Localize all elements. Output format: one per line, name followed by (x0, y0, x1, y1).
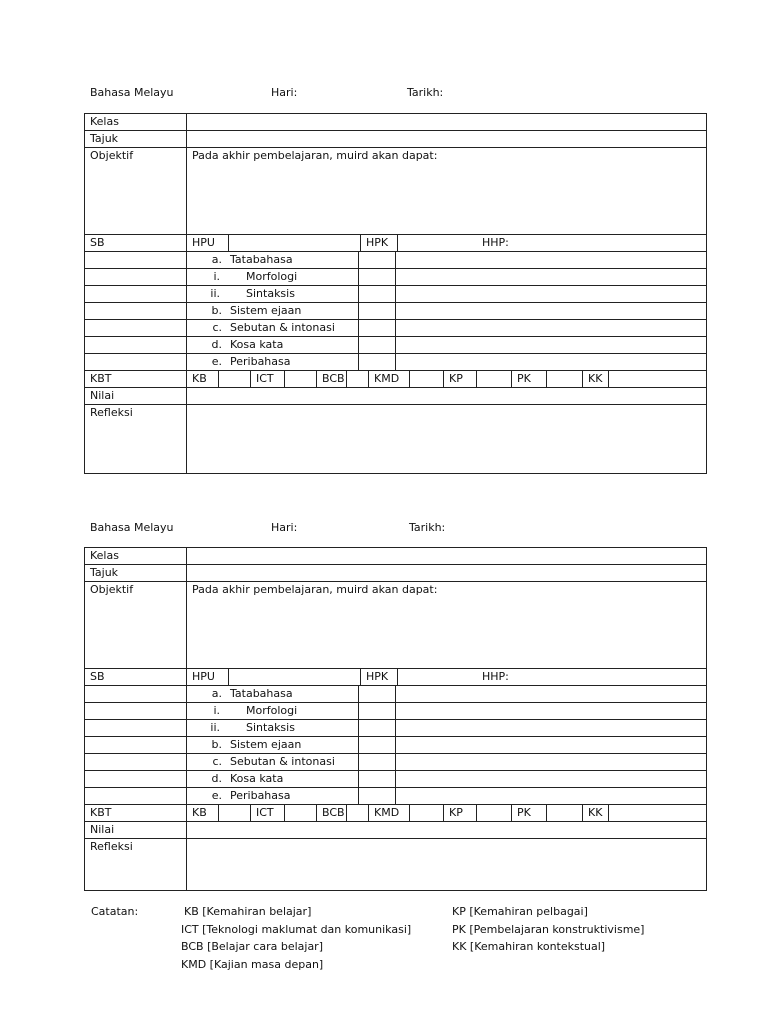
hpk-cell[interactable] (359, 737, 396, 753)
sub-item: d. Kosa kata (211, 338, 284, 351)
kbt-label: KBT (85, 371, 187, 388)
sub-item: ii. Sintaksis (210, 287, 295, 300)
hhp-label: HHP: (398, 669, 707, 685)
hhp-cell[interactable] (396, 686, 707, 702)
sb-row[interactable] (85, 720, 187, 737)
kelas-label: Kelas (85, 548, 187, 565)
sub-item: b. Sistem ejaan (211, 738, 302, 751)
sb-row[interactable] (85, 737, 187, 754)
kelas-field[interactable] (187, 548, 707, 565)
subject-title: Bahasa Melayu (90, 86, 174, 99)
sub-item: e. Peribahasa (211, 789, 291, 802)
hpk-cell[interactable] (359, 703, 396, 719)
sb-row[interactable] (85, 686, 187, 703)
bcb-code: BCB (317, 371, 347, 387)
hpk-cell[interactable] (359, 286, 396, 302)
sb-row[interactable] (85, 320, 187, 337)
sb-row[interactable] (85, 252, 187, 269)
pk-box[interactable] (547, 371, 583, 387)
hhp-cell[interactable] (396, 286, 707, 302)
hhp-label: HHP: (398, 235, 707, 251)
hpu-label: HPU (192, 670, 215, 683)
hhp-cell[interactable] (396, 337, 707, 353)
lesson-plan-table (84, 547, 707, 891)
tajuk-label: Tajuk (85, 131, 187, 148)
hpk-cell[interactable] (359, 337, 396, 353)
note-left: ICT [Teknologi maklumat dan komunikasi] (181, 923, 412, 936)
bcb-box[interactable] (347, 371, 369, 387)
kelas-label: Kelas (85, 114, 187, 131)
hhp-cell[interactable] (396, 737, 707, 753)
tajuk-field[interactable] (187, 565, 707, 582)
sb-row[interactable] (85, 354, 187, 371)
objektif-label: Objektif (85, 582, 187, 669)
sub-item: e. Peribahasa (211, 355, 291, 368)
tajuk-label: Tajuk (85, 565, 187, 582)
sub-item: c. Sebutan & intonasi (212, 755, 335, 768)
sb-row[interactable] (85, 788, 187, 805)
sub-item: a. Tatabahasa (211, 253, 293, 266)
sb-row[interactable] (85, 269, 187, 286)
sub-item: c. Sebutan & intonasi (212, 321, 335, 334)
note-left: BCB [Belajar cara belajar] (181, 940, 324, 953)
hhp-cell[interactable] (396, 252, 707, 268)
hhp-cell[interactable] (396, 720, 707, 736)
note-right: PK [Pembelajaran konstruktivisme] (452, 923, 645, 936)
hpk-label: HPK (361, 669, 398, 685)
objektif-label: Objektif (85, 148, 187, 235)
tajuk-field[interactable] (187, 131, 707, 148)
hhp-cell[interactable] (396, 754, 707, 770)
hhp-cell[interactable] (396, 354, 707, 370)
hpk-cell[interactable] (359, 686, 396, 702)
date-label: Tarikh: (407, 86, 444, 99)
kmd-code: KMD (369, 805, 410, 821)
objektif-text: Pada akhir pembelajaran, muird akan dapat: (192, 583, 438, 596)
bcb-code: BCB (317, 805, 347, 821)
bcb-box[interactable] (347, 805, 369, 821)
hpu-label: HPU (192, 236, 215, 249)
kmd-box[interactable] (410, 805, 444, 821)
note-left: KMD [Kajian masa depan] (181, 958, 324, 971)
sb-row[interactable] (85, 703, 187, 720)
note-left: KB [Kemahiran belajar] (184, 905, 312, 918)
pk-code: PK (512, 371, 547, 387)
ict-code: ICT (251, 371, 285, 387)
hhp-cell[interactable] (396, 703, 707, 719)
sb-row[interactable] (85, 754, 187, 771)
kb-code: KB (192, 372, 207, 385)
kp-box[interactable] (477, 805, 512, 821)
sub-item: i. Morfologi (213, 704, 298, 717)
note-right: KP [Kemahiran pelbagai] (452, 905, 588, 918)
kelas-field[interactable] (187, 114, 707, 131)
hpk-cell[interactable] (359, 354, 396, 370)
sub-item: b. Sistem ejaan (211, 304, 302, 317)
hpk-cell[interactable] (359, 720, 396, 736)
hpk-cell[interactable] (359, 303, 396, 319)
refleksi-label: Refleksi (85, 405, 187, 474)
refleksi-field[interactable] (187, 839, 707, 891)
hpk-cell[interactable] (359, 252, 396, 268)
kb-box[interactable] (219, 805, 251, 821)
sub-item: ii. Sintaksis (210, 721, 295, 734)
hhp-cell[interactable] (396, 320, 707, 336)
kmd-box[interactable] (410, 371, 444, 387)
pk-code: PK (512, 805, 547, 821)
hhp-cell[interactable] (396, 771, 707, 787)
sb-row[interactable] (85, 286, 187, 303)
sb-row[interactable] (85, 303, 187, 320)
nilai-label: Nilai (85, 822, 187, 839)
date-label: Tarikh: (409, 521, 446, 534)
sub-item: d. Kosa kata (211, 772, 284, 785)
refleksi-field[interactable] (187, 405, 707, 474)
ict-box[interactable] (285, 805, 317, 821)
nilai-field[interactable] (187, 388, 707, 405)
sb-row[interactable] (85, 771, 187, 788)
hhp-cell[interactable] (396, 303, 707, 319)
objektif-field[interactable] (187, 148, 707, 235)
kk-code: KK (583, 371, 609, 387)
objektif-field[interactable] (187, 582, 707, 669)
hpk-cell[interactable] (359, 771, 396, 787)
sb-row[interactable] (85, 337, 187, 354)
objektif-text: Pada akhir pembelajaran, muird akan dapat: (192, 149, 438, 162)
kb-box[interactable] (219, 371, 251, 387)
hpk-cell[interactable] (359, 269, 396, 285)
day-label: Hari: (271, 521, 298, 534)
hpu-field[interactable] (229, 235, 361, 251)
hpk-cell[interactable] (359, 754, 396, 770)
hpk-label: HPK (361, 235, 398, 251)
kk-code: KK (583, 805, 609, 821)
hpk-cell[interactable] (359, 788, 396, 804)
kp-box[interactable] (477, 371, 512, 387)
sb-label: SB (85, 235, 187, 252)
kb-code: KB (192, 806, 207, 819)
subject-title: Bahasa Melayu (90, 521, 174, 534)
refleksi-label: Refleksi (85, 839, 187, 891)
hhp-cell[interactable] (396, 269, 707, 285)
lesson-plan-table (84, 113, 707, 474)
kp-code: KP (444, 805, 477, 821)
day-label: Hari: (271, 86, 298, 99)
kmd-code: KMD (369, 371, 410, 387)
ict-code: ICT (251, 805, 285, 821)
sub-item: i. Morfologi (213, 270, 298, 283)
nilai-field[interactable] (187, 822, 707, 839)
sb-label: SB (85, 669, 187, 686)
ict-box[interactable] (285, 371, 317, 387)
hpu-field[interactable] (229, 669, 361, 685)
nilai-label: Nilai (85, 388, 187, 405)
kbt-label: KBT (85, 805, 187, 822)
hpk-cell[interactable] (359, 320, 396, 336)
sub-item: a. Tatabahasa (211, 687, 293, 700)
notes-label: Catatan: (91, 905, 139, 918)
pk-box[interactable] (547, 805, 583, 821)
kp-code: KP (444, 371, 477, 387)
hhp-cell[interactable] (396, 788, 707, 804)
note-right: KK [Kemahiran kontekstual] (452, 940, 606, 953)
